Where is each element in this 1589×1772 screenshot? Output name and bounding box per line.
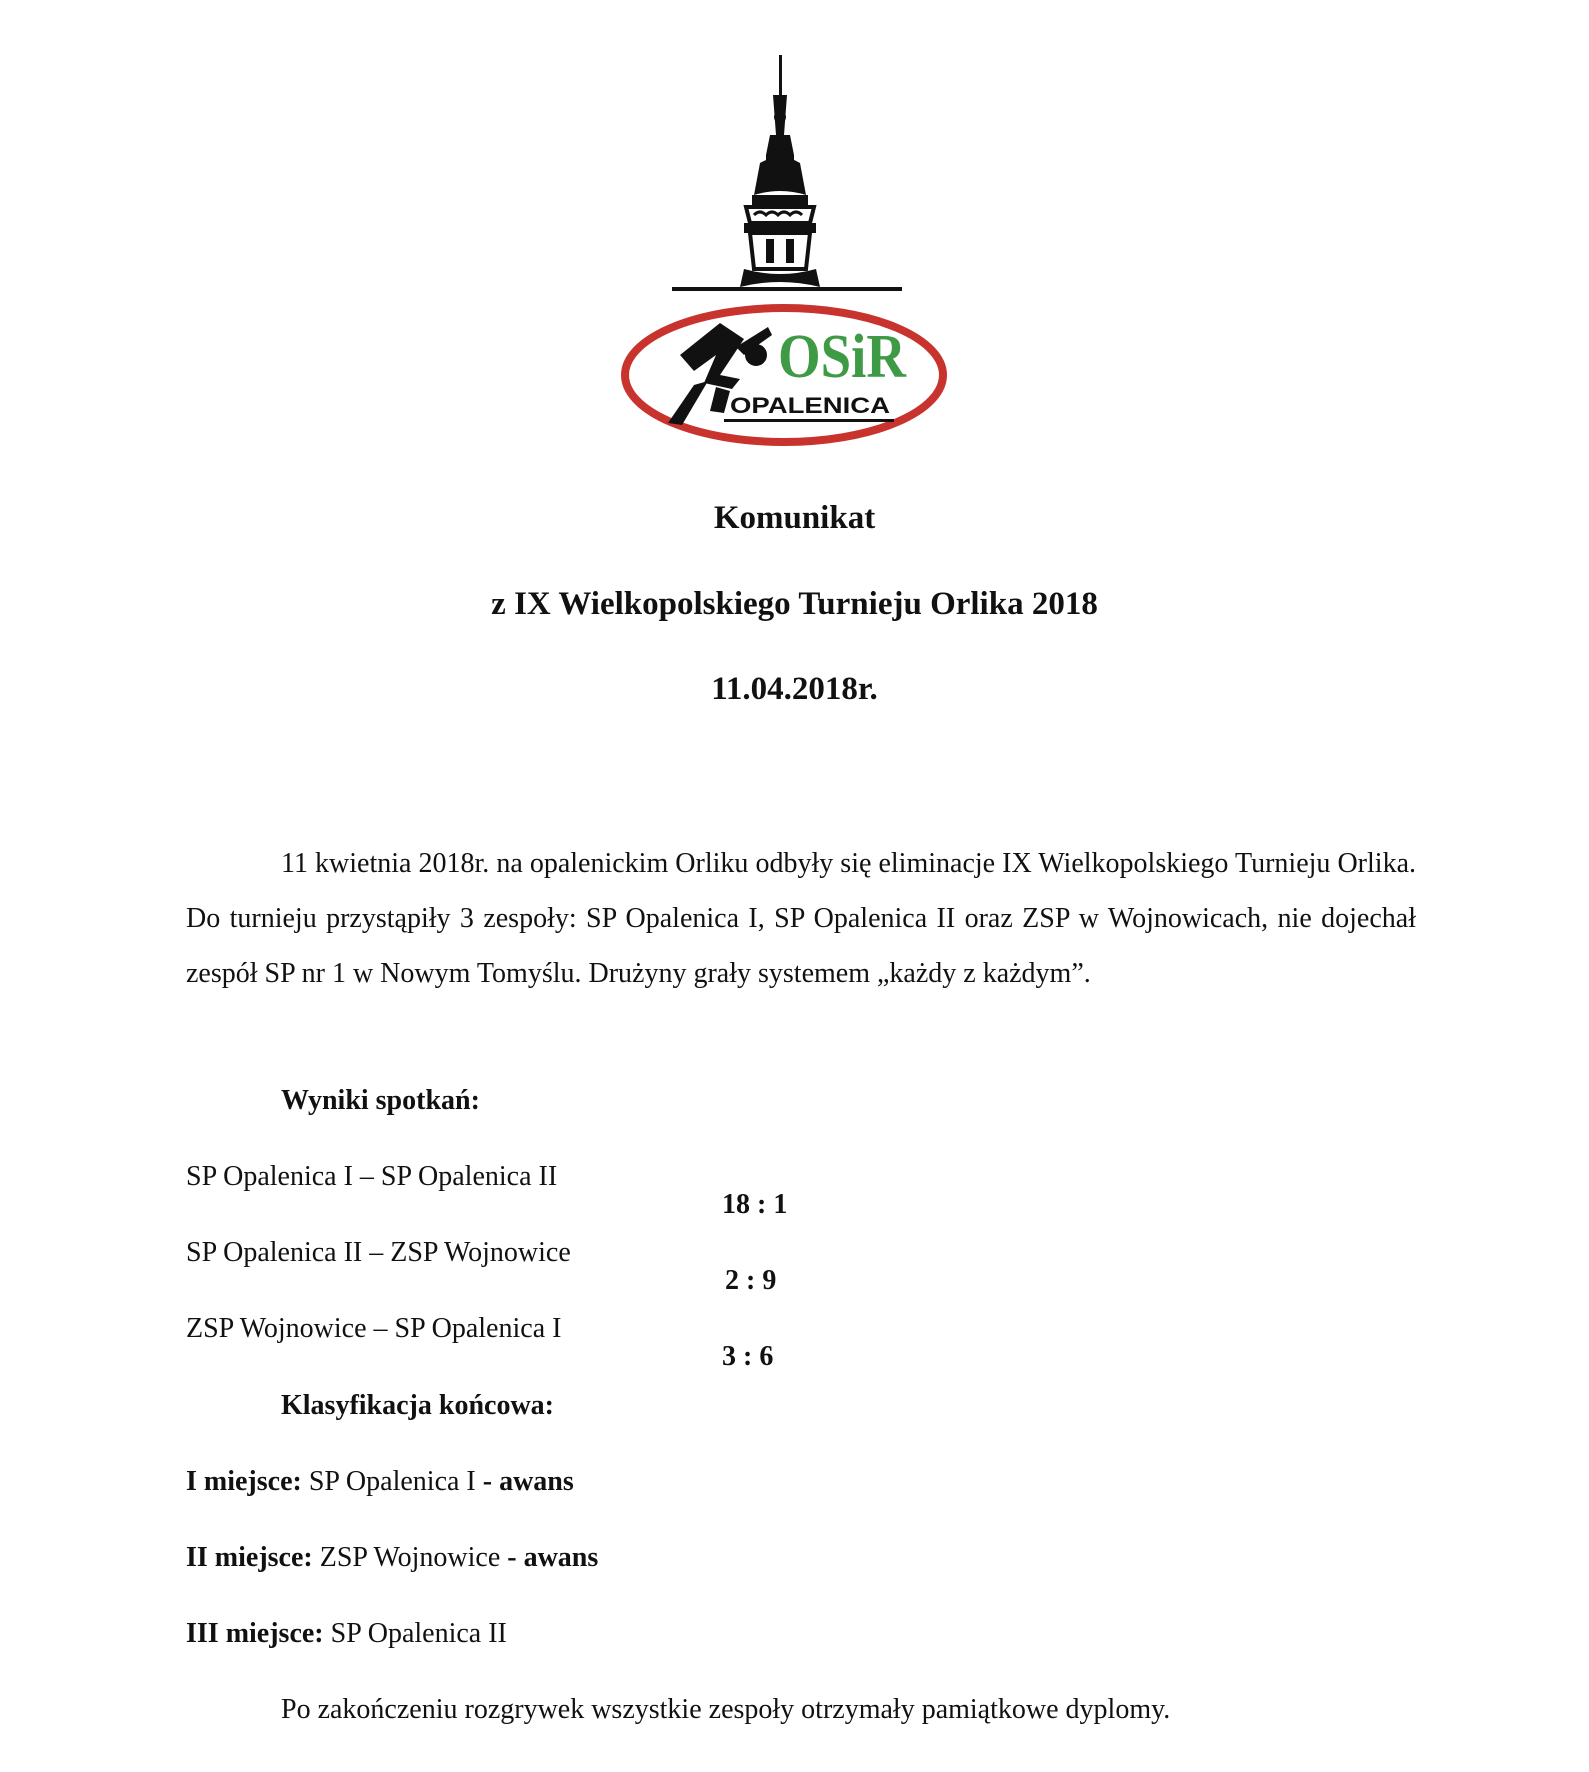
match-row-teams: SP Opalenica II – ZSP Wojnowice	[186, 1237, 571, 1268]
match-row-teams: ZSP Wojnowice – SP Opalenica I	[186, 1313, 562, 1344]
place-row	[186, 1538, 598, 1578]
closing-paragraph: Po zakończeniu rozgrywek wszystkie zespoły otrzymały pamiątkowe dyplomy.	[281, 1694, 1171, 1725]
results-heading: Wyniki spotkań:	[281, 1085, 480, 1116]
osir-text: OSiR	[778, 323, 908, 391]
page-subtitle: z IX Wielkopolskiego Turnieju Orlika 2018	[491, 586, 1098, 622]
place-team: SP Opalenica II	[323, 1618, 507, 1649]
page-title: Komunikat	[713, 500, 876, 536]
place-label: II miejsce:	[186, 1542, 313, 1573]
place-row	[186, 1614, 507, 1654]
place-note: - awans	[507, 1542, 599, 1573]
place-label: I miejsce:	[186, 1466, 302, 1497]
classification-heading: Klasyfikacja końcowa:	[281, 1390, 554, 1421]
place-row	[186, 1462, 574, 1502]
match-row-score: 18 : 1	[722, 1189, 788, 1220]
place-team: SP Opalenica I	[301, 1466, 483, 1497]
opalenica-text: OPALENICA	[730, 393, 891, 418]
place-label: III miejsce:	[186, 1618, 324, 1649]
place-note: - awans	[482, 1466, 574, 1497]
match-row-score: 3 : 6	[722, 1341, 774, 1372]
tower-icon	[672, 55, 902, 291]
intro-paragraph: 11 kwietnia 2018r. na opalenickim Orliku odbyły się eliminacje IX Wielkopolskiego Turnieju Orlika. Do turnieju przystąpiły 3 zespoły: SP Opalenica I, SP Opalenica II oraz ZSP w Wojnowicach, nie dojechał zespół SP nr 1 w Nowym Tomyślu. Drużyny grały systemem „każdy z każdym”.	[186, 848, 1416, 989]
match-row-score: 2 : 9	[725, 1265, 777, 1296]
page-date: 11.04.2018r.	[711, 671, 878, 707]
match-row-teams: SP Opalenica I – SP Opalenica II	[186, 1161, 558, 1192]
osir-opalenica-logo	[620, 55, 952, 448]
place-team: ZSP Wojnowice	[312, 1542, 508, 1573]
